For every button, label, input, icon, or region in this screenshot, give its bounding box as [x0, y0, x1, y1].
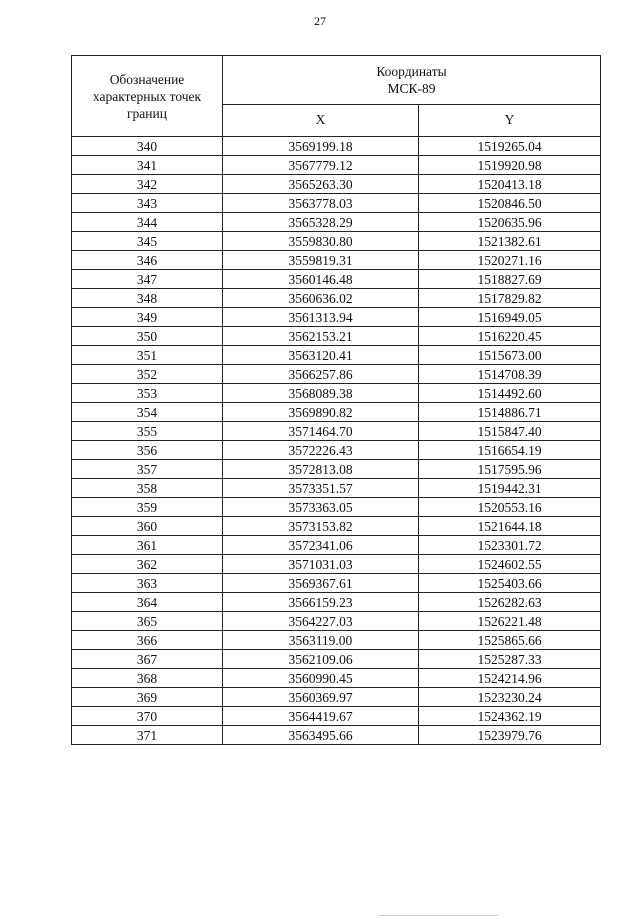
header-x: X	[223, 104, 419, 136]
cell-x: 3569890.82	[223, 403, 419, 422]
cell-x: 3560990.45	[223, 669, 419, 688]
cell-y: 1519442.31	[419, 479, 601, 498]
cell-point: 340	[72, 137, 223, 156]
cell-y: 1515673.00	[419, 346, 601, 365]
table-row	[72, 346, 601, 365]
cell-point: 349	[72, 308, 223, 327]
table-header	[72, 56, 601, 137]
cell-y: 1524362.19	[419, 707, 601, 726]
cell-point: 358	[72, 479, 223, 498]
cell-y: 1520846.50	[419, 194, 601, 213]
cell-point: 367	[72, 650, 223, 669]
header-point-designation: Обозначение характерных точек границ	[72, 56, 223, 137]
cell-x: 3562109.06	[223, 650, 419, 669]
cell-x: 3563495.66	[223, 726, 419, 745]
cell-x: 3563119.00	[223, 631, 419, 650]
table-row	[72, 669, 601, 688]
cell-y: 1526282.63	[419, 593, 601, 612]
cell-y: 1523230.24	[419, 688, 601, 707]
cell-y: 1520553.16	[419, 498, 601, 517]
cell-point: 366	[72, 631, 223, 650]
table-row	[72, 574, 601, 593]
header-y: Y	[419, 104, 601, 136]
coordinates-table	[71, 55, 601, 745]
cell-y: 1524214.96	[419, 669, 601, 688]
table-row	[72, 365, 601, 384]
page-number: 27	[314, 14, 326, 28]
cell-point: 364	[72, 593, 223, 612]
table-row	[72, 536, 601, 555]
header-coordinates-title: Координаты	[376, 63, 447, 79]
table-row	[72, 403, 601, 422]
cell-y: 1514492.60	[419, 384, 601, 403]
table-row	[72, 726, 601, 745]
cell-y: 1519265.04	[419, 137, 601, 156]
cell-point: 359	[72, 498, 223, 517]
cell-point: 344	[72, 213, 223, 232]
cell-x: 3573153.82	[223, 517, 419, 536]
cell-y: 1524602.55	[419, 555, 601, 574]
cell-y: 1514708.39	[419, 365, 601, 384]
cell-point: 341	[72, 156, 223, 175]
cell-x: 3569367.61	[223, 574, 419, 593]
cell-y: 1520271.16	[419, 251, 601, 270]
cell-x: 3565328.29	[223, 213, 419, 232]
table-row	[72, 251, 601, 270]
cell-point: 363	[72, 574, 223, 593]
cell-y: 1521644.18	[419, 517, 601, 536]
cell-y: 1519920.98	[419, 156, 601, 175]
cell-point: 346	[72, 251, 223, 270]
table-row	[72, 137, 601, 156]
cell-x: 3567779.12	[223, 156, 419, 175]
table-row	[72, 213, 601, 232]
cell-y: 1523301.72	[419, 536, 601, 555]
cell-x: 3559830.80	[223, 232, 419, 251]
cell-x: 3573351.57	[223, 479, 419, 498]
cell-point: 361	[72, 536, 223, 555]
cell-x: 3560369.97	[223, 688, 419, 707]
cell-x: 3560636.02	[223, 289, 419, 308]
table-row	[72, 593, 601, 612]
cell-point: 345	[72, 232, 223, 251]
cell-x: 3566159.23	[223, 593, 419, 612]
header-coordinates	[223, 56, 601, 105]
cell-x: 3568089.38	[223, 384, 419, 403]
cell-y: 1518827.69	[419, 270, 601, 289]
cell-x: 3563120.41	[223, 346, 419, 365]
cell-y: 1521382.61	[419, 232, 601, 251]
table-row	[72, 650, 601, 669]
cell-x: 3563778.03	[223, 194, 419, 213]
cell-x: 3572813.08	[223, 460, 419, 479]
cell-point: 360	[72, 517, 223, 536]
cell-point: 343	[72, 194, 223, 213]
table-row	[72, 194, 601, 213]
table-row	[72, 175, 601, 194]
cell-y: 1525403.66	[419, 574, 601, 593]
cell-x: 3565263.30	[223, 175, 419, 194]
cell-x: 3566257.86	[223, 365, 419, 384]
table-row	[72, 308, 601, 327]
scan-edge-mark	[378, 915, 498, 916]
cell-x: 3571031.03	[223, 555, 419, 574]
cell-x: 3569199.18	[223, 137, 419, 156]
cell-point: 368	[72, 669, 223, 688]
cell-point: 353	[72, 384, 223, 403]
table-row	[72, 498, 601, 517]
cell-point: 365	[72, 612, 223, 631]
cell-point: 369	[72, 688, 223, 707]
cell-point: 371	[72, 726, 223, 745]
cell-y: 1525865.66	[419, 631, 601, 650]
cell-point: 362	[72, 555, 223, 574]
cell-y: 1520413.18	[419, 175, 601, 194]
cell-x: 3561313.94	[223, 308, 419, 327]
cell-y: 1525287.33	[419, 650, 601, 669]
table-row	[72, 631, 601, 650]
cell-y: 1516949.05	[419, 308, 601, 327]
cell-x: 3572226.43	[223, 441, 419, 460]
table-row	[72, 289, 601, 308]
cell-y: 1516220.45	[419, 327, 601, 346]
table-row	[72, 270, 601, 289]
table-row	[72, 555, 601, 574]
table-row	[72, 707, 601, 726]
cell-x: 3564227.03	[223, 612, 419, 631]
cell-x: 3571464.70	[223, 422, 419, 441]
table-row	[72, 612, 601, 631]
cell-y: 1517595.96	[419, 460, 601, 479]
cell-x: 3564419.67	[223, 707, 419, 726]
cell-x: 3572341.06	[223, 536, 419, 555]
cell-y: 1523979.76	[419, 726, 601, 745]
table-row	[72, 232, 601, 251]
cell-y: 1517829.82	[419, 289, 601, 308]
cell-point: 350	[72, 327, 223, 346]
cell-point: 352	[72, 365, 223, 384]
cell-x: 3562153.21	[223, 327, 419, 346]
table-row	[72, 479, 601, 498]
cell-y: 1516654.19	[419, 441, 601, 460]
cell-y: 1526221.48	[419, 612, 601, 631]
table-row	[72, 422, 601, 441]
cell-y: 1515847.40	[419, 422, 601, 441]
table-row	[72, 688, 601, 707]
cell-point: 354	[72, 403, 223, 422]
cell-point: 370	[72, 707, 223, 726]
table-row	[72, 156, 601, 175]
cell-point: 356	[72, 441, 223, 460]
table-row	[72, 441, 601, 460]
cell-y: 1514886.71	[419, 403, 601, 422]
table-row	[72, 460, 601, 479]
table-row	[72, 327, 601, 346]
cell-point: 342	[72, 175, 223, 194]
cell-x: 3560146.48	[223, 270, 419, 289]
header-coordinate-system: МСК-89	[387, 80, 436, 96]
cell-x: 3573363.05	[223, 498, 419, 517]
cell-point: 347	[72, 270, 223, 289]
table-row	[72, 384, 601, 403]
cell-point: 355	[72, 422, 223, 441]
cell-point: 348	[72, 289, 223, 308]
cell-x: 3559819.31	[223, 251, 419, 270]
table-row	[72, 517, 601, 536]
table-body	[72, 137, 601, 745]
cell-y: 1520635.96	[419, 213, 601, 232]
cell-point: 357	[72, 460, 223, 479]
cell-point: 351	[72, 346, 223, 365]
